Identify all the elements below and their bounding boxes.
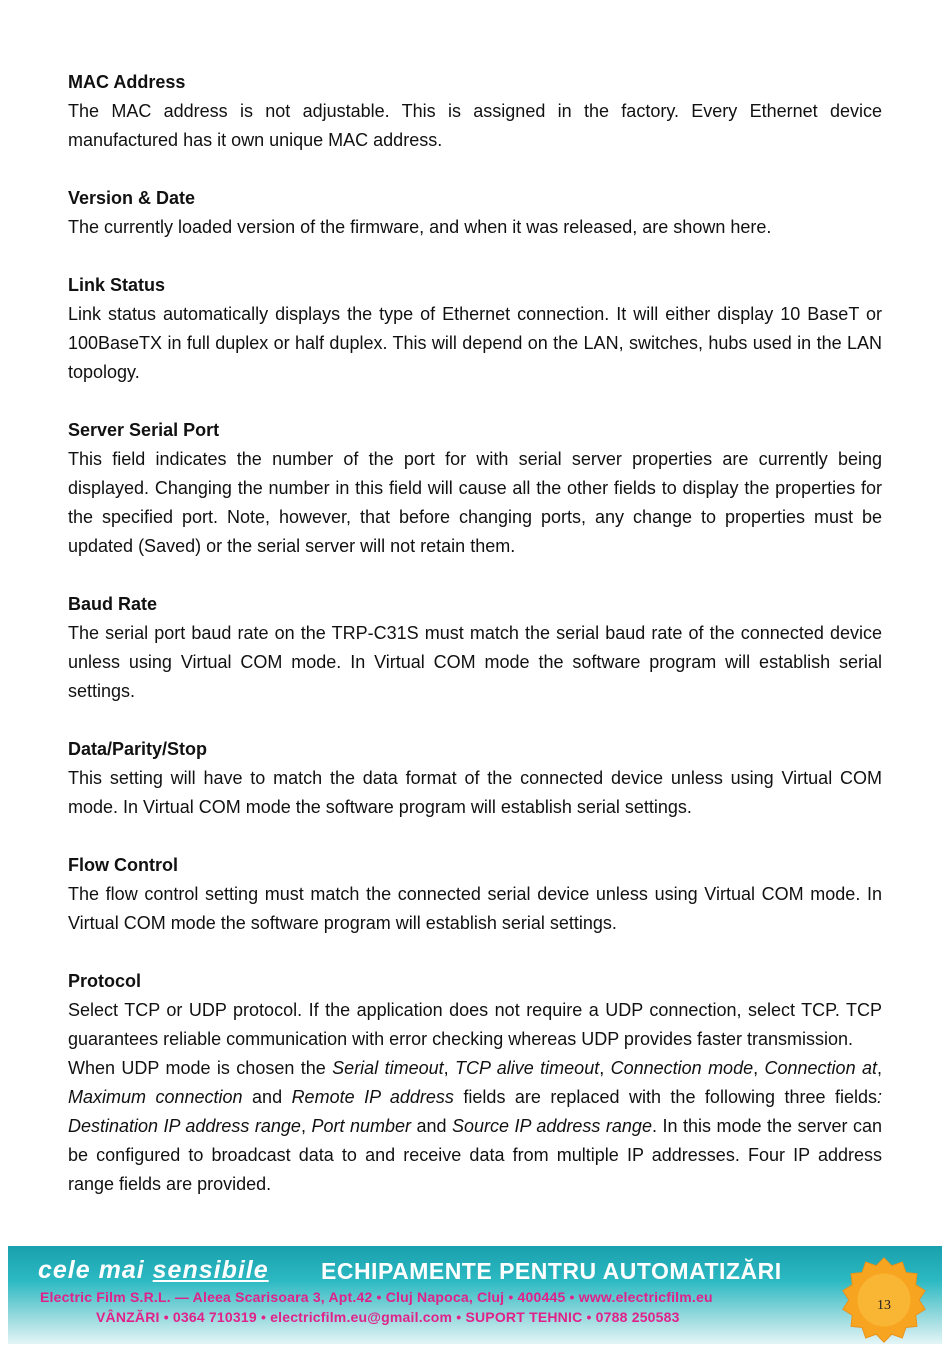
text-run: ,: [300, 1116, 312, 1136]
italic-term: Maximum connection: [68, 1087, 243, 1107]
section-heading: Link Status: [68, 275, 166, 295]
section: [68, 68, 882, 155]
company-address: Electric Film S.R.L. — Aleea Scarisoara 3, Apt.42 • Cluj Napoca, Cluj • 400445 • www.electricfilm.eu: [40, 1289, 713, 1305]
document-body: [68, 68, 882, 1228]
italic-term: : Destination IP address range: [68, 1087, 883, 1136]
section: [68, 967, 882, 1199]
section-paragraph: [68, 880, 882, 938]
section: [68, 271, 882, 387]
text-run: ,: [877, 1058, 883, 1078]
section-paragraph: [68, 445, 882, 561]
section-heading: MAC Address: [68, 72, 186, 92]
section-paragraph: [68, 619, 882, 706]
slogan-highlight: sensibile: [152, 1256, 269, 1284]
italic-term: Source IP address range: [452, 1116, 652, 1136]
footer-banner: [8, 1246, 942, 1344]
section-heading: Flow Control: [68, 855, 178, 875]
section-heading: Protocol: [68, 971, 142, 991]
section: [68, 590, 882, 706]
text-run: ,: [753, 1058, 765, 1078]
section-heading: Version & Date: [68, 188, 196, 208]
footer-slogan: [38, 1256, 269, 1285]
text-run: and: [242, 1087, 292, 1107]
text-run: The flow control setting must match the connected serial device unless using Virtual COM mode. In Virtual COM mode the software program will establish serial settings.: [68, 884, 882, 933]
text-run: The MAC address is not adjustable. This is assigned in the factory. Every Ethernet device manufactured has it own unique MAC address.: [68, 101, 882, 150]
section-paragraph: [68, 1054, 882, 1199]
section: [68, 416, 882, 561]
italic-term: Port number: [311, 1116, 411, 1136]
text-run: . In this mode the server can be configured to broadcast data to and receive data from multiple IP addresses. Four IP address range fields are provided.: [68, 1116, 883, 1194]
page-number-badge: [840, 1256, 928, 1344]
company-contact: VÂNZĂRI • 0364 710319 • electricfilm.eu@gmail.com • SUPORT TEHNIC • 0788 250583: [96, 1309, 680, 1325]
text-run: fields are replaced with the following three fields: [453, 1087, 877, 1107]
text-run: This setting will have to match the data format of the connected device unless using Virtual COM mode. In Virtual COM mode the software program will establish serial settings.: [68, 768, 882, 817]
text-run: ,: [443, 1058, 456, 1078]
italic-term: Connection mode: [610, 1058, 754, 1078]
text-run: When UDP mode is chosen the: [68, 1058, 333, 1078]
text-run: and: [411, 1116, 453, 1136]
section-heading: Baud Rate: [68, 594, 158, 614]
italic-term: TCP alive timeout: [455, 1058, 600, 1078]
italic-term: Serial timeout: [332, 1058, 444, 1078]
section-paragraph: [68, 97, 882, 155]
section: [68, 184, 882, 242]
slogan-prefix: cele mai: [38, 1256, 153, 1284]
italic-term: Connection at: [764, 1058, 877, 1078]
text-run: ,: [599, 1058, 611, 1078]
text-run: Select TCP or UDP protocol. If the application does not require a UDP connection, select TCP. TCP guarantees reliable communication with error checking whereas UDP provides faster transmission.: [68, 1000, 882, 1049]
text-run: Link status automatically displays the type of Ethernet connection. It will either display 10 BaseT or 100BaseTX in full duplex or half duplex. This will depend on the LAN, switches, hubs used in the LAN topology.: [68, 304, 882, 382]
text-run: The serial port baud rate on the TRP-C31S must match the serial baud rate of the connected device unless using Virtual COM mode. In Virtual COM mode the software program will establish serial settings.: [68, 623, 882, 701]
text-run: This field indicates the number of the port for with serial server properties are currently being displayed. Changing the number in this field will cause all the other fields to display the properties for the specified port. Note, however, that before changing ports, any change to properties must be updated (Saved) or the serial server will not retain them.: [68, 449, 882, 556]
section-paragraph: [68, 213, 882, 242]
section: [68, 851, 882, 938]
section-paragraph: [68, 300, 882, 387]
section-paragraph: [68, 996, 882, 1054]
page-number: 13: [877, 1298, 891, 1313]
text-run: The currently loaded version of the firmware, and when it was released, are shown here.: [68, 217, 772, 237]
section-heading: Data/Parity/Stop: [68, 739, 208, 759]
section: [68, 735, 882, 822]
section-paragraph: [68, 764, 882, 822]
italic-term: Remote IP address: [291, 1087, 454, 1107]
sections-container: [68, 68, 882, 1199]
banner-title: ECHIPAMENTE PENTRU AUTOMATIZĂRI: [321, 1258, 782, 1284]
section-heading: Server Serial Port: [68, 420, 220, 440]
